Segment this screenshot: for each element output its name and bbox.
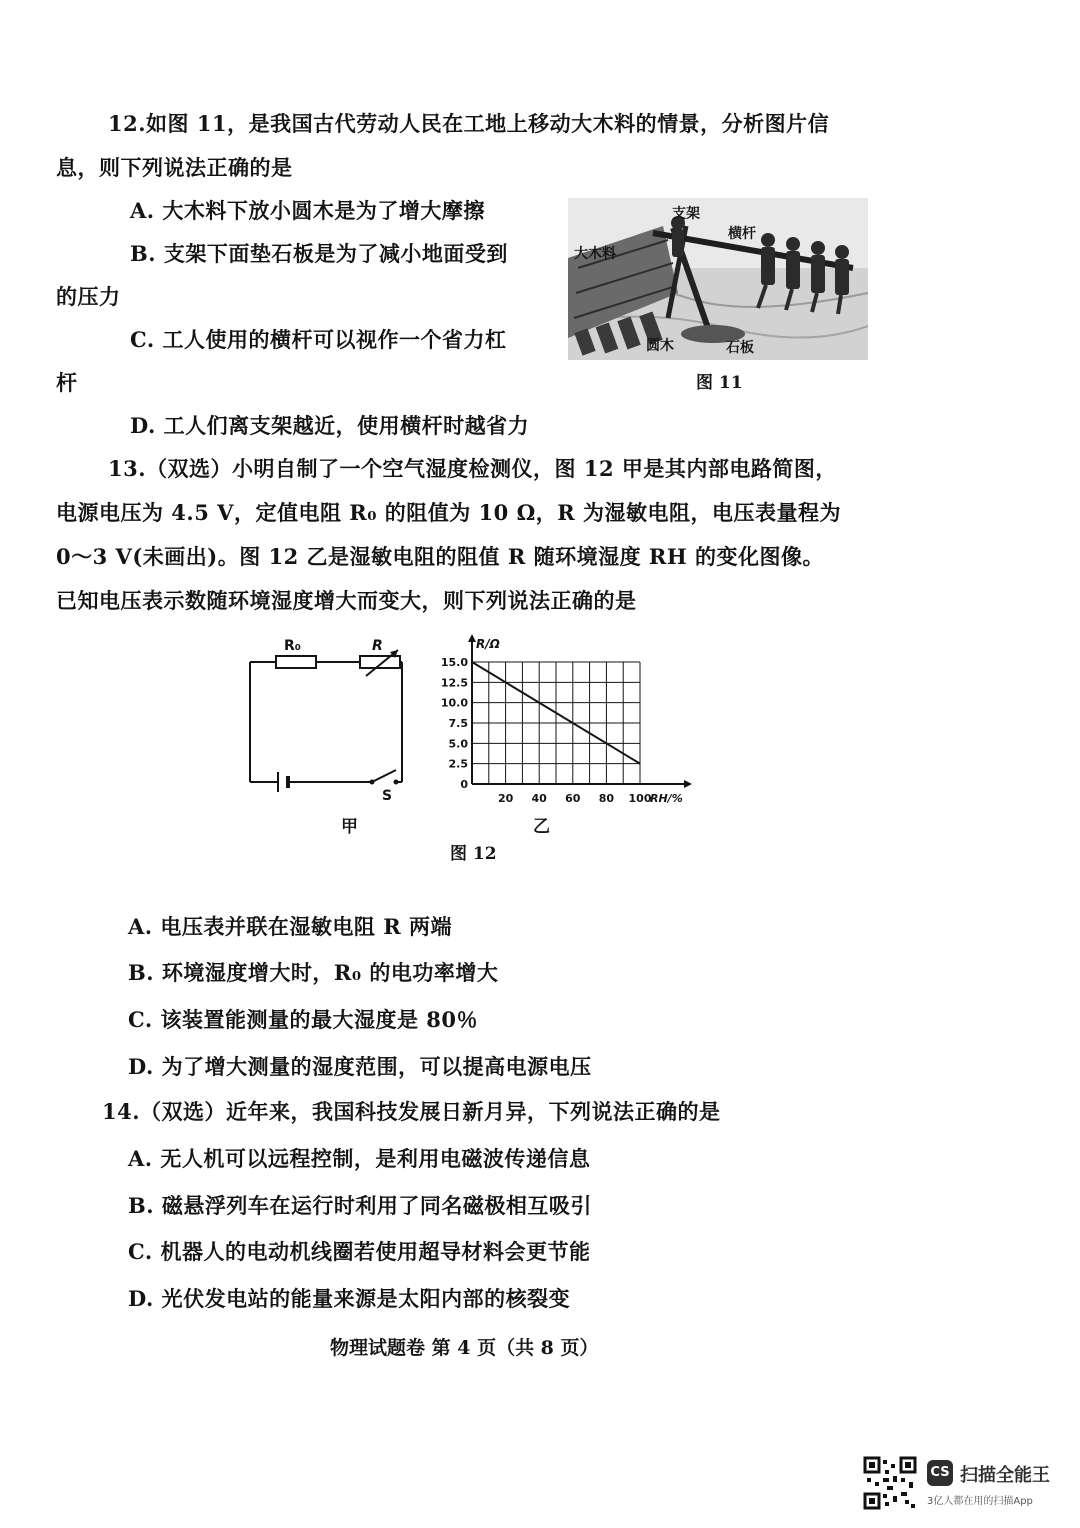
x-tick-label: 100 <box>628 792 652 805</box>
scanner-tagline: 3亿人都在用的扫描App <box>927 1496 1033 1507</box>
x-axis-label: RH/% <box>650 792 683 805</box>
q13-option-a: A. 电压表并联在湿敏电阻 R 两端 <box>128 914 452 939</box>
x-tick-label: 60 <box>565 792 581 805</box>
q12-option-b: B. 支架下面垫石板是为了减小地面受到 <box>130 241 508 266</box>
figure-12-graph <box>436 632 706 812</box>
q12-option-c: C. 工人使用的横杆可以视作一个省力杠 <box>130 327 507 352</box>
y-axis-arrow-icon <box>468 634 476 642</box>
figure-12-circuit <box>236 632 416 807</box>
q13-stem-line4: 已知电压表示数随环境湿度增大而变大，则下列说法正确的是 <box>56 588 637 613</box>
label-r: R <box>372 638 383 654</box>
page-footer: 物理试题卷 第 4 页（共 8 页） <box>330 1337 599 1359</box>
q12-option-b-cont: 的压力 <box>56 284 121 309</box>
q13-stem-line2: 电源电压为 4.5 V，定值电阻 R₀ 的阻值为 10 Ω，R 为湿敏电阻，电压表量程为 <box>56 500 842 525</box>
q12-option-a: A. 大木料下放小圆木是为了增大摩擦 <box>130 198 485 223</box>
panel-label-yi: 乙 <box>533 817 550 837</box>
y-tick-label: 7.5 <box>448 717 468 730</box>
q14-option-a: A. 无人机可以远程控制，是利用电磁波传递信息 <box>128 1146 591 1171</box>
q12-stem-line1: 12.如图 11，是我国古代劳动人民在工地上移动大木料的情景，分析图片信 <box>108 111 830 136</box>
q13-option-d: D. 为了增大测量的湿度范围，可以提高电源电压 <box>128 1054 592 1079</box>
q12-stem-line2: 息，则下列说法正确的是 <box>56 155 293 180</box>
q14-option-d: D. 光伏发电站的能量来源是太阳内部的核裂变 <box>128 1286 571 1311</box>
y-tick-label: 12.5 <box>440 676 468 690</box>
label-r0: R₀ <box>284 638 301 654</box>
scanner-logo-icon: CS <box>927 1460 953 1486</box>
q14-option-b: B. 磁悬浮列车在运行时利用了同名磁极相互吸引 <box>128 1193 592 1218</box>
x-tick-label: 20 <box>497 792 514 805</box>
y-tick-label: 15.0 <box>440 656 468 669</box>
label-slab: 石板 <box>726 340 754 356</box>
q12-option-c-cont: 杆 <box>56 370 78 395</box>
y-tick-label: 10.0 <box>440 696 468 710</box>
y-tick-label: 0 <box>460 778 468 791</box>
label-log: 圆木 <box>646 338 674 354</box>
figure-11-caption: 图 11 <box>696 373 743 393</box>
panel-label-jia: 甲 <box>341 817 358 837</box>
x-tick-label: 80 <box>598 792 615 805</box>
x-tick-label: 40 <box>531 792 547 805</box>
q14-stem: 14.（双选）近年来，我国科技发展日新月异，下列说法正确的是 <box>102 1099 721 1124</box>
r-vs-rh-chart <box>436 632 706 812</box>
scanner-app-name: 扫描全能王 <box>960 1465 1050 1486</box>
q12-option-d: D. 工人们离支架越近，使用横杆时越省力 <box>130 413 530 438</box>
q13-option-c: C. 该装置能测量的最大湿度是 80％ <box>128 1007 479 1032</box>
figure-12-caption: 图 12 <box>450 844 497 864</box>
q13-stem-line1: 13.（双选）小明自制了一个空气湿度检测仪，图 12 甲是其内部电路简图， <box>108 456 837 481</box>
y-axis-label: R/Ω <box>476 637 500 651</box>
qr-code-icon <box>863 1456 917 1510</box>
q14-option-c: C. 机器人的电动机线圈若使用超导材料会更节能 <box>128 1239 591 1264</box>
label-switch: S <box>382 788 393 804</box>
y-tick-label: 5.0 <box>448 737 468 751</box>
figure-11-illustration <box>568 198 868 360</box>
q13-stem-line3: 0～3 V(未画出)。图 12 乙是湿敏电阻的阻值 R 随环境湿度 RH 的变化图像。 <box>56 544 825 569</box>
label-lever: 横杆 <box>728 226 756 242</box>
label-timber: 大木料 <box>574 246 616 262</box>
x-axis-arrow-icon <box>684 780 692 788</box>
q13-option-b: B. 环境湿度增大时，R₀ 的电功率增大 <box>128 960 499 985</box>
label-support: 支架 <box>672 206 700 222</box>
y-tick-label: 2.5 <box>448 757 468 771</box>
